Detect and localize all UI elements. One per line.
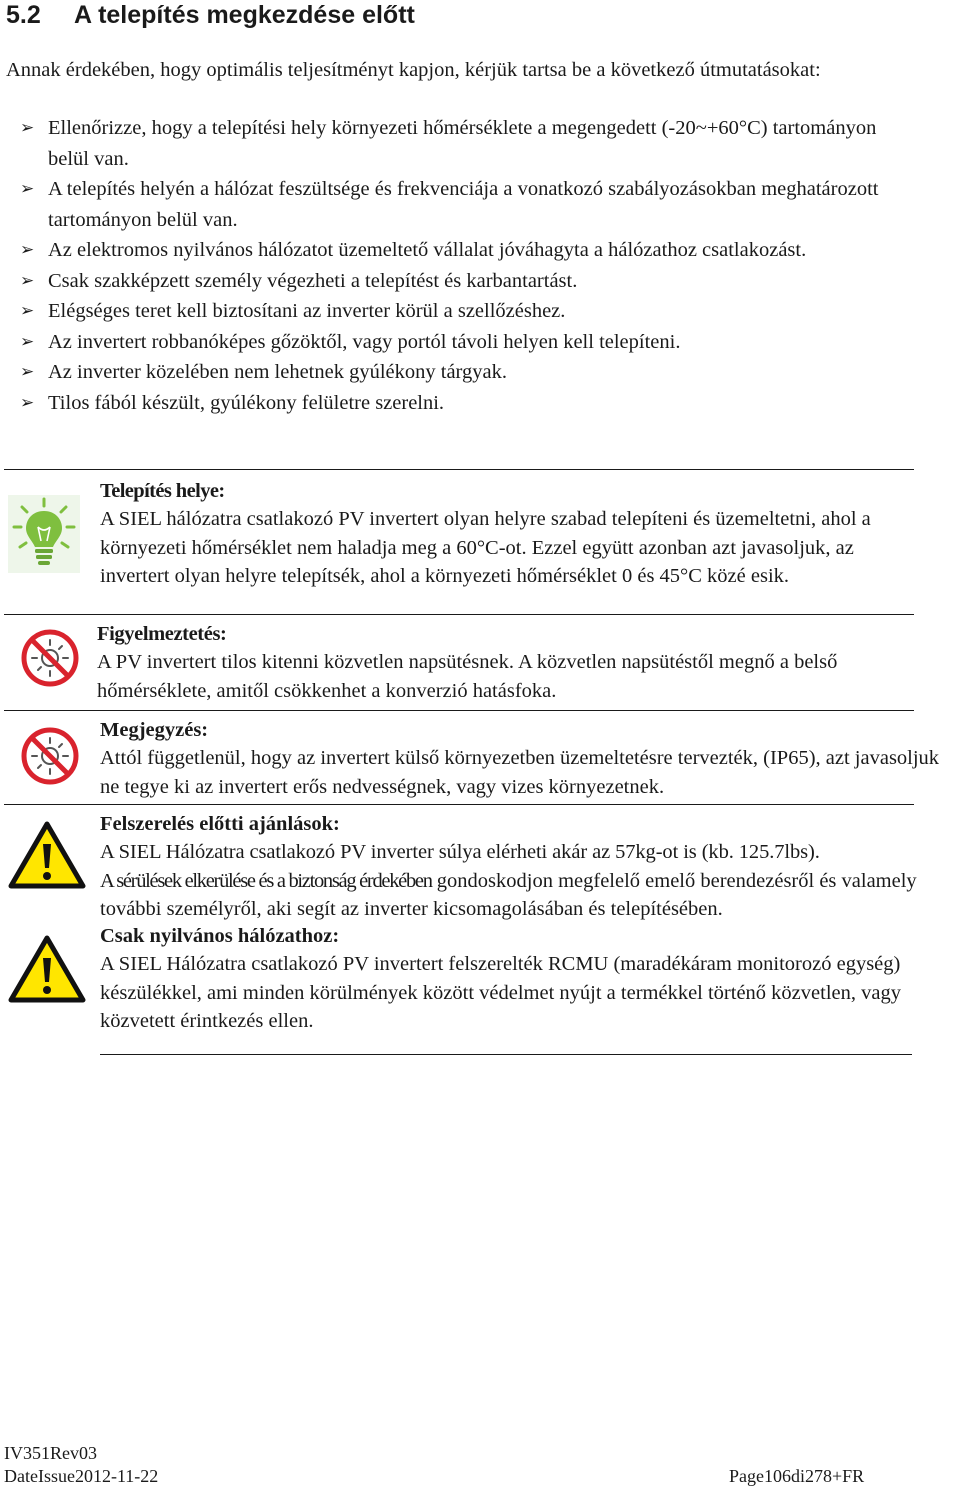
public-grid-note xyxy=(100,922,912,1036)
arrow-bullet-icon: ➢ xyxy=(20,392,35,413)
mounting-recommendations-note xyxy=(100,810,960,924)
warning-triangle-icon xyxy=(8,934,86,1004)
divider xyxy=(4,710,914,711)
note-text: A sérülések elkerülése és a biztonság érdekében gondoskodjon megfelelő emelő berendezésről és valamely további személyről, aki segít az inverter kicsomagolásában és telepítésében. xyxy=(100,869,917,921)
arrow-bullet-icon: ➢ xyxy=(20,301,35,321)
section-number: 5.2 xyxy=(6,1,41,29)
list-item: ➢ A telepítés helyén a hálózat feszültsége és frekvenciája a vonatkozó szabályozásokban meghatározott tartományon belül van. xyxy=(0,174,920,235)
list-item: ➢ Az invertert robbanóképes gőzöktől, vagy portól távoli helyen kell telepíteni. xyxy=(0,327,920,358)
condensed-phrase: A sérülések elkerülése és a biztonság érdekében xyxy=(100,869,432,892)
list-item: ➢ Az inverter közelében nem lehetnek gyúlékony tárgyak. xyxy=(0,357,920,388)
footer-date: DateIssue2012-11-22 xyxy=(4,1466,159,1486)
arrow-bullet-icon: ➢ xyxy=(20,331,35,352)
remark-note xyxy=(100,716,950,801)
section-heading xyxy=(6,0,415,32)
no-sunlight-icon xyxy=(20,628,80,688)
note-text: Attól függetlenül, hogy az invertert külső környezetben üzemeltetésre tervezték, (IP65), azt javasoljuk ne tegye ki az invertert erős nedvességnek, vagy vizes környezetnek. xyxy=(100,747,940,798)
list-item: ➢ Az elektromos nyilvános hálózatot üzemeltető vállalat jóváhagyta a hálózathoz csatlakozást. xyxy=(0,235,920,266)
requirements-list xyxy=(0,113,920,418)
no-sunlight-icon xyxy=(20,726,80,786)
note-title: Megjegyzés: xyxy=(100,719,209,741)
divider xyxy=(4,469,914,470)
footer-revision: IV351Rev03 xyxy=(4,1443,97,1463)
list-item: ➢ Ellenőrizze, hogy a telepítési hely környezeti hőmérséklete a megengedett (-20~+60°C) tartományon belül van. xyxy=(0,113,920,174)
arrow-bullet-icon: ➢ xyxy=(20,118,35,138)
note-title: Csak nyilvános hálózathoz: xyxy=(100,925,340,947)
divider xyxy=(4,804,914,805)
divider xyxy=(100,1054,912,1055)
note-text: A SIEL hálózatra csatlakozó PV invertert olyan helyre szabad telepíteni és üzemeltetni, ahol a környezeti hőmérséklet nem haladja meg a 60°C-ot. Ezzel együtt azonban azt javasoljuk, az invertert olyan helyre telepítsék, ahol a környezeti hőmérséklet 0 és 45°C közé esik. xyxy=(100,508,871,588)
footer-page: Page106di278+FR xyxy=(729,1466,865,1486)
section-title: A telepítés megkezdése előtt xyxy=(74,1,415,29)
warning-note xyxy=(97,620,912,705)
note-text: A SIEL Hálózatra csatlakozó PV invertert felszerelték RCMU (maradékáram monitorozó egység) készülékkel, ami minden körülmények között védelmet nyújt a termékkel történő közvetlen, vagy közvetett érintkezés ellen. xyxy=(100,953,901,1033)
divider xyxy=(4,614,914,615)
warning-triangle-icon xyxy=(8,820,86,890)
arrow-bullet-icon: ➢ xyxy=(20,362,35,382)
arrow-bullet-icon: ➢ xyxy=(20,270,35,291)
note-title: Telepítés helye: xyxy=(100,480,225,502)
note-title: Figyelmeztetés: xyxy=(97,623,227,645)
note-title: Felszerelés előtti ajánlások: xyxy=(100,813,340,835)
list-item: ➢ Tilos fából készült, gyúlékony felületre szerelni. xyxy=(0,388,920,419)
note-text: A SIEL Hálózatra csatlakozó PV inverter súlya elérheti akár az 57kg-ot is (kb. 125.7lbs). xyxy=(100,841,820,864)
note-text: A PV invertert tilos kitenni közvetlen napsütésnek. A közvetlen napsütéstől megnő a belső hőmérséklete, amitől csökkenhet a konverzió hatásfoka. xyxy=(97,651,838,702)
lightbulb-icon xyxy=(8,495,80,573)
installation-location-note xyxy=(100,477,912,591)
arrow-bullet-icon: ➢ xyxy=(20,179,35,199)
list-item: ➢ Elégséges teret kell biztosítani az inverter körül a szellőzéshez. xyxy=(0,296,920,327)
list-item: ➢ Csak szakképzett személy végezheti a telepítést és karbantartást. xyxy=(0,266,920,297)
intro-text: Annak érdekében, hogy optimális teljesítményt kapjon, kérjük tartsa be a következő útmutatásokat: xyxy=(6,59,821,81)
arrow-bullet-icon: ➢ xyxy=(20,240,35,260)
